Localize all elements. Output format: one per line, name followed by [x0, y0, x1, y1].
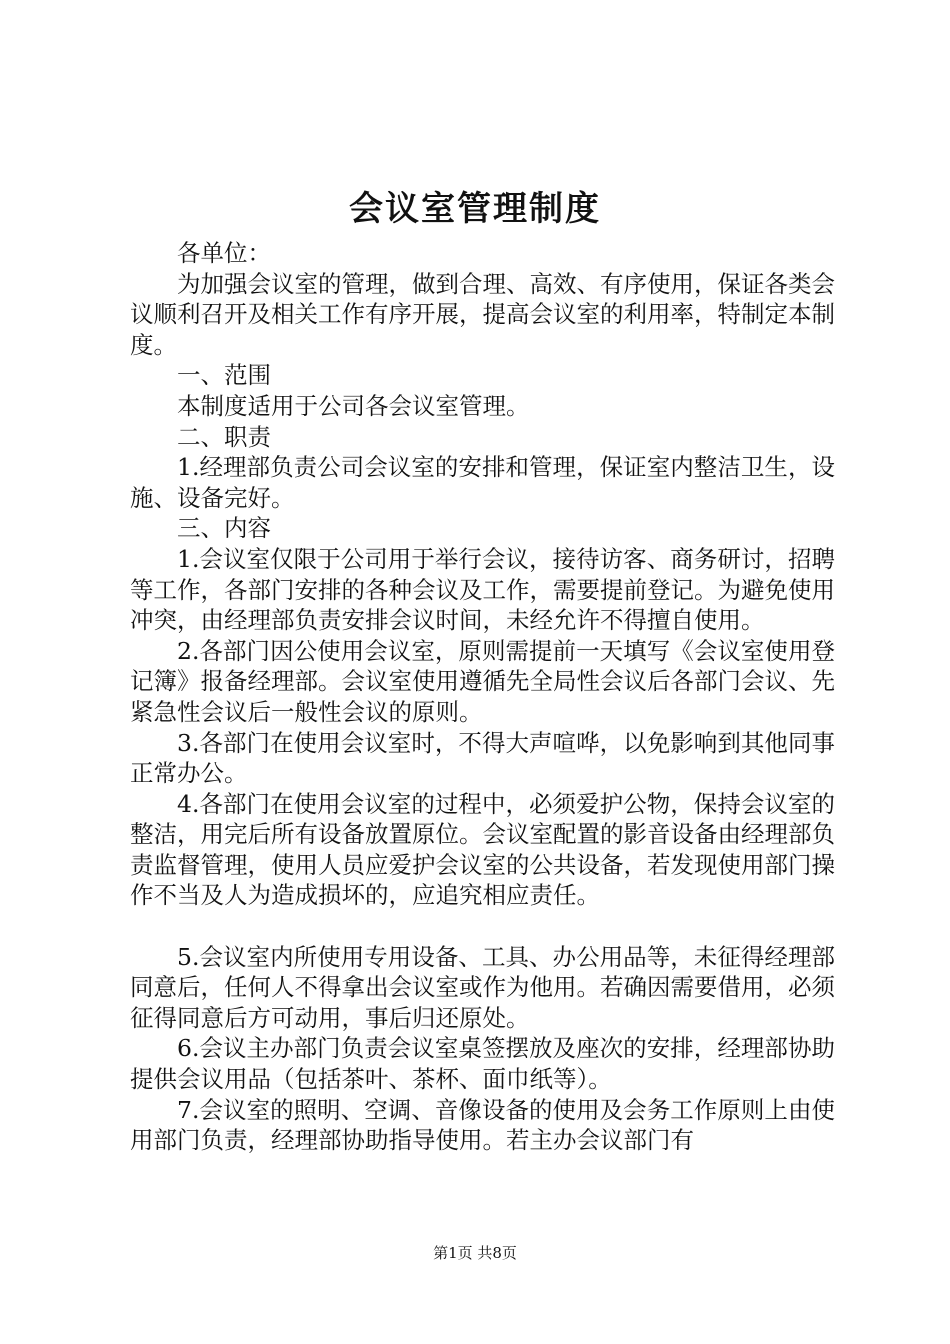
content-item-1: 1.会议室仅限于公司用于举行会议，接待访客、商务研讨，招聘等工作，各部门安排的各种会议及工作，需要提前登记。为避免使用冲突，由经理部负责安排会议时间，未经允许不得擅自使用。 — [130, 544, 835, 635]
page-title: 会议室管理制度 — [349, 189, 601, 229]
content-item-6: 6.会议主办部门负责会议室桌签摆放及座次的安排，经理部协助提供会议用品（包括茶叶、茶杯、面巾纸等）。 — [130, 1034, 835, 1094]
section-heading-duties: 二、职责 — [177, 422, 271, 451]
section-heading-content: 三、内容 — [177, 514, 271, 543]
content-item-7: 7.会议室的照明、空调、音像设备的使用及会务工作原则上由使用部门负责，经理部协助指导使用。若主办会议部门有 — [130, 1095, 835, 1155]
content-item-4: 4.各部门在使用会议室的过程中，必须爱护公物，保持会议室的整洁，用完后所有设备放置原位。会议室配置的影音设备由经理部负责监督管理，使用人员应爱护会议室的公共设备，若发现使用部门操作不当及人为造成损坏的，应追究相应责任。 — [130, 789, 835, 910]
page-footer: 第1页 共8页 — [433, 1244, 517, 1262]
content-item-5: 5.会议室内所使用专用设备、工具、办公用品等，未征得经理部同意后，任何人不得拿出会议室或作为他用。若确因需要借用，必须征得同意后方可动用，事后归还原处。 — [130, 942, 835, 1032]
content-item-3: 3.各部门在使用会议室时，不得大声喧哗，以免影响到其他同事正常办公。 — [130, 728, 835, 788]
section-heading-scope: 一、范围 — [177, 361, 271, 390]
content-item-2: 2.各部门因公使用会议室，原则需提前一天填写《会议室使用登记簿》报备经理部。会议室使用遵循先全局性会议后各部门会议、先紧急性会议后一般性会议的原则。 — [130, 636, 835, 726]
document-body — [130, 238, 835, 1156]
duties-item-1: 1.经理部负责公司会议室的安排和管理，保证室内整洁卫生，设施、设备完好。 — [130, 453, 835, 512]
scope-paragraph: 本制度适用于公司各会议室管理。 — [177, 391, 530, 420]
salutation: 各单位： — [177, 239, 271, 267]
intro-paragraph: 为加强会议室的管理，做到合理、高效、有序使用，保证各类会议顺利召开及相关工作有序开展，提高会议室的利用率，特制定本制度。 — [130, 269, 835, 359]
